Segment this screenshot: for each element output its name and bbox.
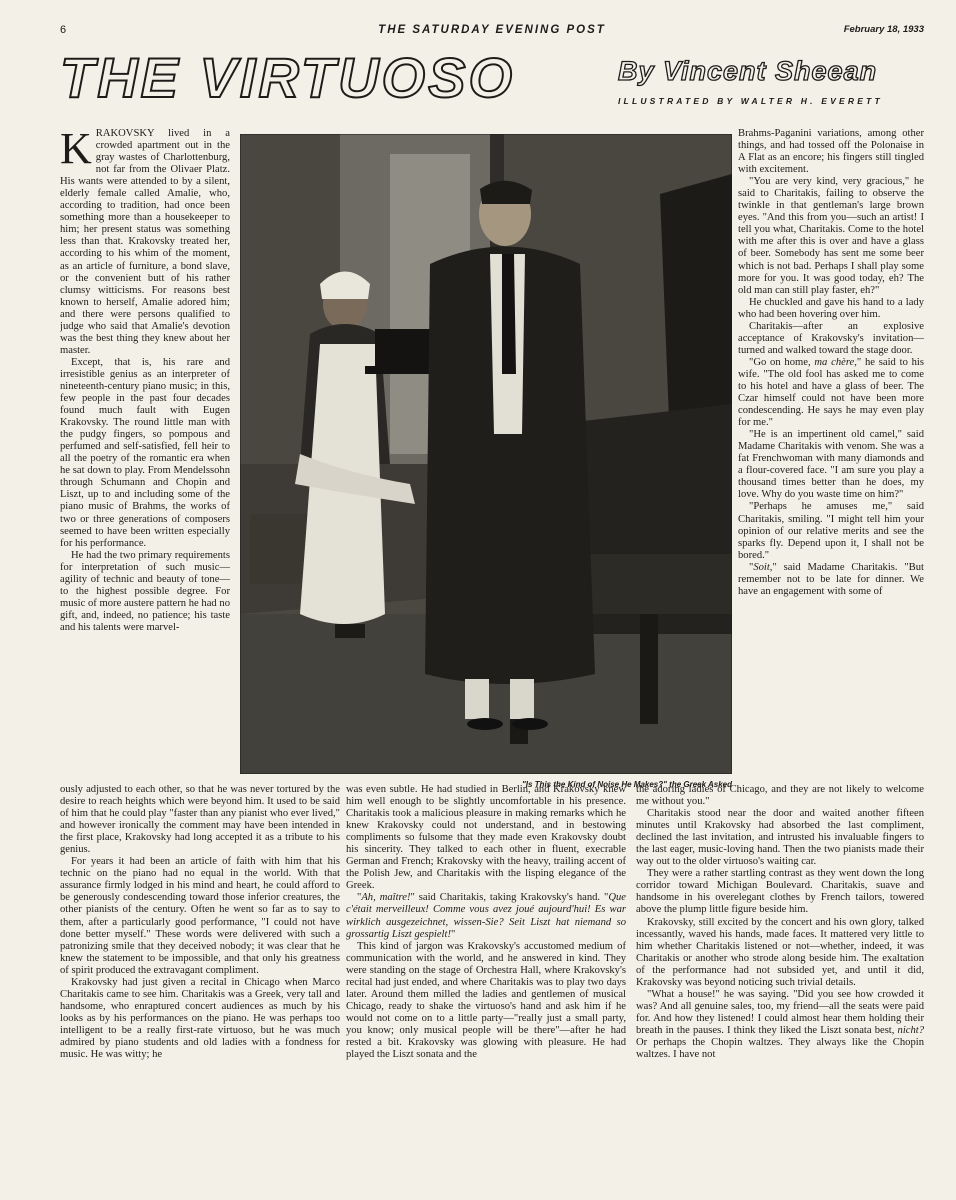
paragraph bbox=[738, 562, 924, 598]
column-2-bottom bbox=[346, 784, 626, 1184]
story-title: THE VIRTUOSO bbox=[60, 46, 516, 109]
paragraph: the adoring ladies of Chicago, and they are not likely to welcome me without you." bbox=[636, 784, 924, 808]
paragraph bbox=[636, 989, 924, 1061]
paragraph: This kind of jargon was Krakovsky's accustomed medium of communication with the world, and he answered in kind. They were standing on the stage of Orchestra Hall, where Krakovsky's recital had just ended, and where Charitakis was to play two days later. Around them milled the ladies and gentlemen of musical Chicago, ready to shake the virtuoso's hand and ask him if he would not come on to a little party—"really just a small party, you know; only musical people will be there"—after he had rested a bit. Krakovsky was glowing with pleasure. He had played the Liszt sonata and the bbox=[346, 940, 626, 1061]
paragraph: Krakovsky had just given a recital in Chicago when Marco Charitakis came to see him. Charitakis was a Greek, very tall and handsome, who enraptured concert audiences as much by his looks as by his performances on the piano. He was perhaps too intelligent to be a really first-rate virtuoso, but he was much admired by piano students and old ladies with a fondness for music. He was witty; he bbox=[60, 976, 340, 1061]
issue-date: February 18, 1933 bbox=[843, 24, 924, 35]
paragraph: He chuckled and gave his hand to a lady who had been hovering over him. bbox=[738, 296, 924, 320]
text-run: " said Madame Charitakis. "But remember not to be late for dinner. We have an engagement with some of bbox=[738, 561, 924, 597]
text-run: " he said to his wife. "The old fool has asked me to come to his hotel and have a glass of beer. The Czar himself could not have been more condescending. He says he may even play for me." bbox=[738, 356, 924, 429]
paragraph: Krakovsky, still excited by the concert and his own glory, talked incessantly, waved his hands, made faces. It mattered very little to him whether Charitakis listened or not—whether, indeed, it was Charitakis or another who strode along beside him. The exaltation of the performance had not subsided yet, and until it did, Krakovsky was beyond noticing such trivial details. bbox=[636, 916, 924, 988]
column-1-top bbox=[60, 128, 230, 788]
illustrator-credit: ILLUSTRATED BY WALTER H. EVERETT bbox=[618, 96, 883, 106]
paragraph: For years it had been an article of faith with him that his technic on the piano had no equal in the world. With that assurance firmly lodged in his mind and heart, he could afford to be generously condescending toward those inferior creatures, the other pianists of the century. Often he went so far as to say to them, after a particularly good performance, "I could not have done better myself." These words were delivered with such a patronizing smile that they deceived nobody; it was clear that he knew the statement to be impossible, and that only his greatness of spirit produced the extravagant compliment. bbox=[60, 856, 340, 976]
italic-run: Que c'était merveilleux! Comme vous avez joué aujourd'hui! Es war wirklich ausgezeichnet, wissen-Sie? Seit Liszt hat niemand so grossartig Liszt gespielt! bbox=[346, 892, 626, 940]
paragraph: Charitakis—after an explosive acceptance of Krakovsky's invitation—turned and walked toward the stage door. bbox=[738, 320, 924, 356]
magazine-name: THE SATURDAY EVENING POST bbox=[378, 24, 606, 36]
page-number: 6 bbox=[60, 24, 67, 36]
text-run: "What a house!" he was saying. "Did you see how crowded it was? And all genuine sales, too, my friend—all the seats were paid for. And how they listened! I could almost hear them holding their breath in the pauses. I think they liked the Liszt sonata best, bbox=[636, 988, 924, 1036]
paragraph bbox=[346, 892, 626, 940]
paragraph: "Perhaps he amuses me," said Charitakis, smiling. "I might tell him your opinion of our relative merits and see the sparks fly. Depend upon it, I shall not be bored." bbox=[738, 501, 924, 561]
drop-cap: K bbox=[60, 128, 92, 173]
paragraph: "He is an impertinent old camel," said Madame Charitakis with venom. She was a fat Frenchwoman with many diamonds and a flour-covered face. "I am sure you play a thousand times better than he does, my love. Why do you waste time on him?" bbox=[738, 429, 924, 501]
text-run: " said Charitakis, taking Krakovsky's hand. " bbox=[410, 892, 609, 904]
paragraph: Brahms-Paganini variations, among other things, and had tossed off the Polonaise in A Flat as an encore; his fingers still tingled with excitement. bbox=[738, 128, 924, 176]
illustration-caption: "Is This the Kind of Noise He Makes?" the Greek Asked bbox=[521, 780, 732, 789]
paragraph bbox=[738, 357, 924, 429]
paragraph: Except, that is, his rare and irresistible genius as an interpreter of nineteenth-century piano music; in this, few people in the past four decades found much fault with Eugen Krakovsky. The round little man with the pudgy fingers, so pompous and perfumed and self-satisfied, fell heir to all the poetry of the romantic era when he sat down to play. From Mendelssohn through Schumann and Chopin and Liszt, up to and including some of the piano music of Brahms, the works of two or three generations of composers seemed to have been written especially for his performance. bbox=[60, 356, 230, 549]
story-illustration bbox=[240, 134, 732, 774]
paragraph: was even subtle. He had studied in Berlin, and Krakovsky knew him well enough to be slightly uncomfortable in his presence. Charitakis took a malicious pleasure in making remarks which he knew Krakovsky could not understand, and in bestowing compliments so fulsome that they made even Krakovsky doubt his sincerity. They talked to each other in fluent, execrable German and French; Krakovsky with the heavy, trailing accent of the Polish Jew, and Charitakis with the lisping elegance of the Greek. bbox=[346, 784, 626, 892]
paragraph: "You are very kind, very gracious," he said to Charitakis, failing to observe the twinkle in that gentleman's large brown eyes. "And this from you—such an artist! I tell you what, Charitakis. Come to the hotel with me after this is over and have a glass of beer. Somebody has sent me some beer which is not bad. Perhaps I shall play some more for you. It was good today, eh? The old man can still play faster, eh?" bbox=[738, 176, 924, 296]
text-run: " bbox=[450, 928, 456, 940]
paragraph-text: RAKOVSKY lived in a crowded apartment out in the gray wastes of Charlottenburg, not far from the Olivaer Platz. His wants were attended to by a silent, elderly female called Amalie, who, according to tradition, had once been something more than a housekeeper to him; her present status was something less than that. Krakovsky treated her, according to his whim of the moment, as an article of furniture, a bond slave, or the convenient butt of his rather clumsy witticisms. For reasons best known to herself, Amalie adored him; and there were persons qualified to judge who said that Amalie's devotion was the best thing they knew about her master. bbox=[60, 128, 230, 356]
text-run: " bbox=[357, 892, 362, 904]
column-3-top bbox=[738, 128, 924, 788]
italic-run: ma chère, bbox=[814, 356, 857, 368]
paragraph bbox=[60, 128, 230, 357]
text-run: "Go on home, bbox=[749, 356, 815, 368]
column-1-bottom bbox=[60, 784, 340, 1184]
paragraph: He had the two primary requirements for interpretation of such music—agility of technic and beauty of tone—to the highest possible degree. For music of more austere pattern he had no gift, and, indeed, no patience; his taste and his talents were marvel- bbox=[60, 549, 230, 633]
story-byline: By Vincent Sheean bbox=[618, 56, 878, 86]
paragraph: They were a rather startling contrast as they went down the long corridor toward Michigan Boulevard. Charitakis, suave and handsome in his overelegant clothes by French tailors, towered above the plump little figure beside him. bbox=[636, 868, 924, 916]
paragraph: Charitakis stood near the door and waited another fifteen minutes until Krakovsky had absorbed the last compliment, declined the last invitation, and intrusted his invaluable fingers to the last eager, music-loving hand. Then the two pianists made their way out to the older virtuoso's waiting car. bbox=[636, 808, 924, 868]
running-header bbox=[60, 24, 924, 40]
paragraph: ously adjusted to each other, so that he was never tortured by the desire to reach heights which were beyond him. It used to be said of him that he could play "faster than any pianist who ever lived," and however ironically the comment may have been intended in the first place, Krakovsky had long accepted it as a tribute to his genius. bbox=[60, 784, 340, 856]
italic-run: Soit, bbox=[753, 561, 773, 573]
column-3-bottom bbox=[636, 784, 924, 1184]
text-run: " bbox=[749, 561, 754, 573]
italic-run: Ah, maître! bbox=[361, 892, 411, 904]
italic-run: nicht? bbox=[897, 1024, 924, 1036]
text-run: Or perhaps the Chopin waltzes. They always like the Chopin waltzes. I have not bbox=[636, 1036, 924, 1061]
